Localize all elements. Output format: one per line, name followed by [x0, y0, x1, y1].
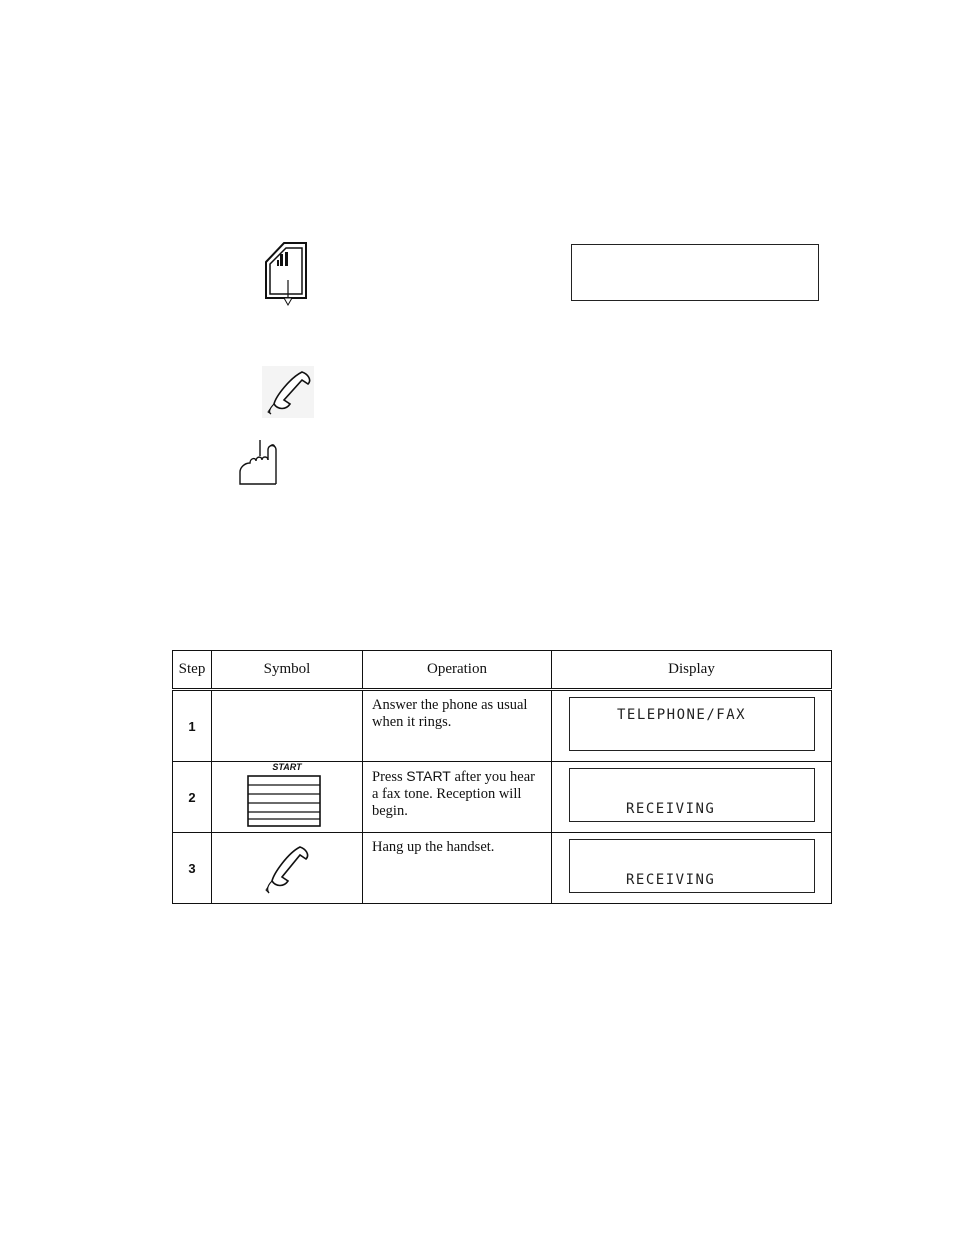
- step-number: 1: [173, 690, 212, 762]
- symbol-cell: [212, 762, 363, 833]
- display-cell: [552, 762, 832, 833]
- lcd-display: [569, 768, 815, 822]
- step-number: 2: [173, 762, 212, 833]
- table-row: [173, 762, 832, 833]
- table-row: [173, 690, 832, 762]
- operation-text: Hang up the handset.: [363, 833, 552, 904]
- header-step: Step: [173, 651, 212, 690]
- symbol-cell: [212, 833, 363, 904]
- operation-text: Press START after you hear a fax tone. Reception will begin.: [363, 762, 552, 833]
- start-key-label: START: [406, 768, 451, 784]
- handset-icon: [260, 841, 312, 897]
- lcd-display: [569, 839, 815, 893]
- handset-icon: [262, 366, 314, 418]
- display-line1: TELEPHONE/FAX: [617, 707, 747, 723]
- fax-document-icon: [262, 240, 310, 308]
- lcd-display: [569, 697, 815, 751]
- operation-text: Answer the phone as usual when it rings.: [363, 690, 552, 762]
- step-number: 3: [173, 833, 212, 904]
- header-display: Display: [552, 651, 832, 690]
- header-operation: Operation: [363, 651, 552, 690]
- table-row: [173, 833, 832, 904]
- start-button-icon: [247, 775, 321, 827]
- steps-table: [172, 650, 832, 904]
- display-line2: RECEIVING: [626, 872, 716, 888]
- display-line2: RECEIVING: [626, 801, 716, 817]
- start-button-label: START: [272, 762, 302, 772]
- display-cell: [552, 833, 832, 904]
- symbol-cell: [212, 690, 363, 762]
- header-symbol: Symbol: [212, 651, 363, 690]
- table-header-row: [173, 651, 832, 690]
- top-display: [571, 244, 819, 301]
- finger-press-icon: [238, 438, 286, 486]
- display-cell: [552, 690, 832, 762]
